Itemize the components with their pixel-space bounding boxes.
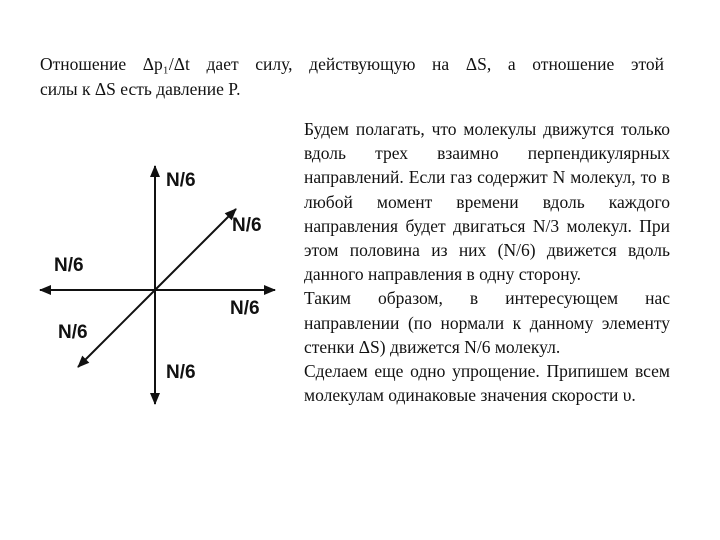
label-down: N/6	[166, 362, 196, 383]
molecule-directions-diagram	[0, 150, 300, 410]
label-diagonal-down: N/6	[58, 322, 88, 343]
intro-line-1: Отношение Δp₁/Δt дает силу, действующую на ΔS, а отношение этой	[40, 54, 664, 74]
body-text	[304, 117, 670, 407]
arrow-diagonal-up	[155, 209, 236, 290]
intro-line-2: силы к ΔS есть давление P.	[40, 79, 241, 99]
arrow-diagonal-down	[78, 290, 155, 367]
intro-text	[40, 52, 664, 102]
paragraph-2: Таким образом, в интересующем нас направлении (по нормали к данному элементу стенки ΔS) движется N/6 молекул.	[304, 288, 670, 357]
label-right: N/6	[230, 298, 260, 319]
label-diagonal-up: N/6	[232, 215, 262, 236]
paragraph-1: Будем полагать, что молекулы движутся только вдоль трех взаимно перпендикулярных направлений. Если газ содержит N молекул, то в любой момент времени вдоль каждого направления будет двигаться N/3 молекул. При этом половина из них (N/6) движется вдоль данного направления в одну сторону.	[304, 119, 670, 285]
label-left: N/6	[54, 255, 84, 276]
paragraph-3: Сделаем еще одно упрощение. Припишем всем молекулам одинаковые значения скорости υ.	[304, 361, 670, 406]
label-up: N/6	[166, 170, 196, 191]
